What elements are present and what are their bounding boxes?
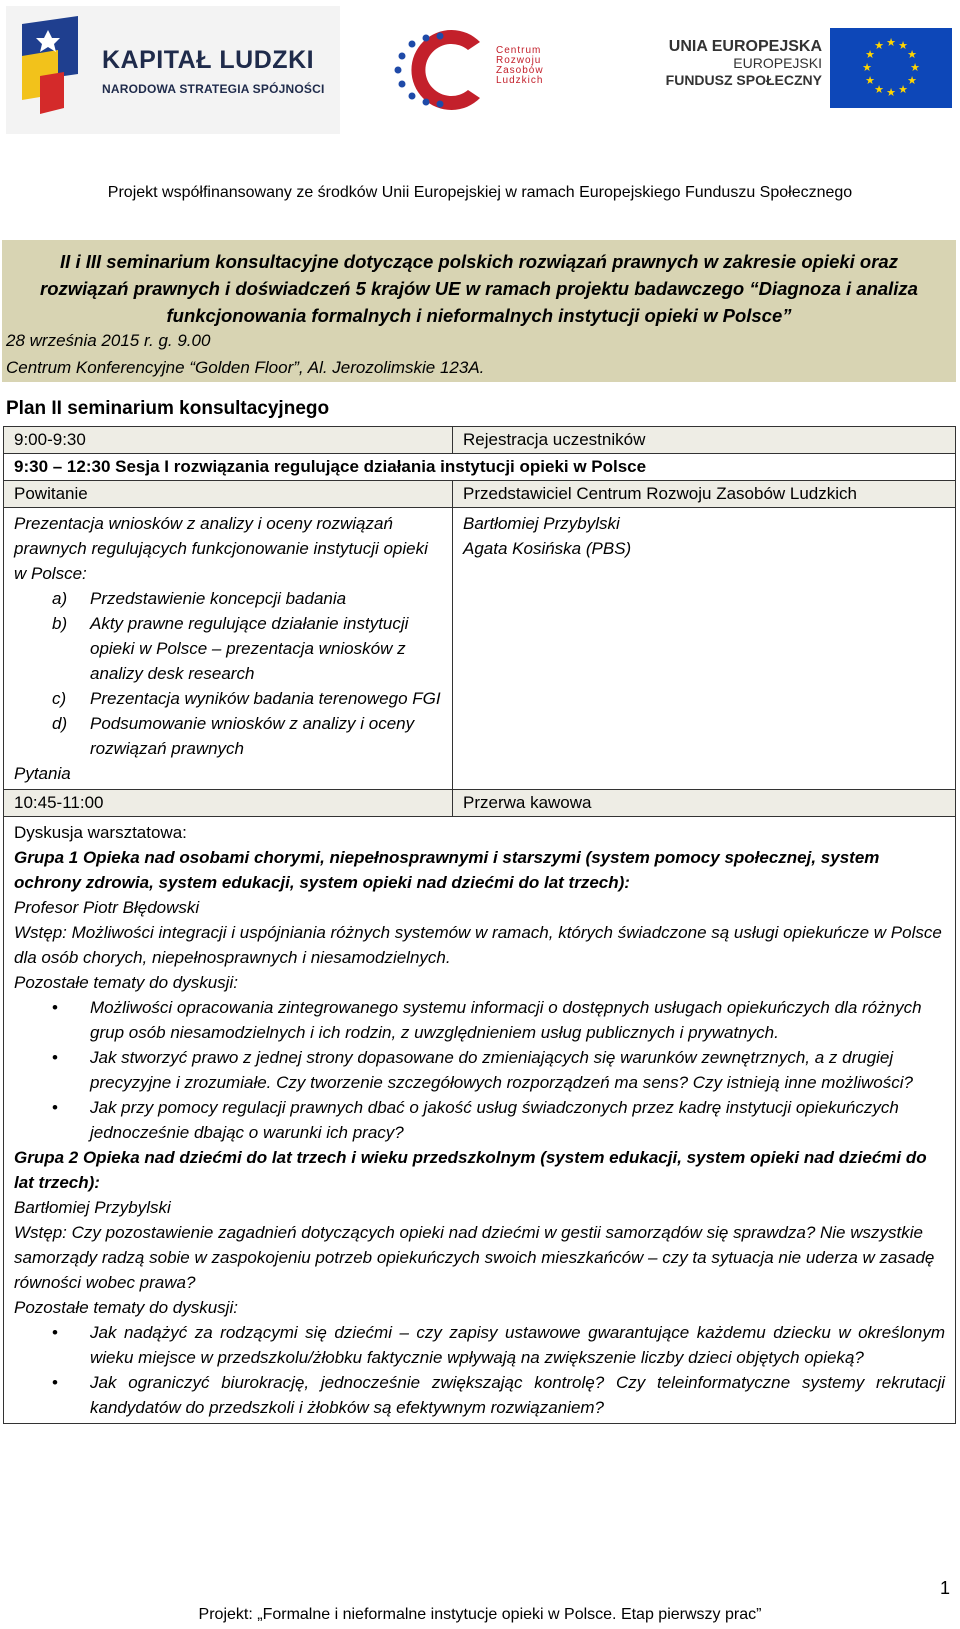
list-item xyxy=(52,711,442,761)
group1-intro: Wstęp: Możliwości integracji i uspójniania różnych systemów w ramach, których świadczone są usługi opiekuńcze w Polsce dla osób chorych, niepełnosprawnych i niesamodzielnych. xyxy=(14,923,942,967)
group2-leader: Bartłomiej Przybylski xyxy=(14,1198,171,1217)
list-item: • Jak przy pomocy regulacji prawnych dbać o jakość usług świadczonych przez kadrę instytucji opiekuńczych jednocześnie dbając o warunki ich pracy? xyxy=(52,1095,945,1145)
kapital-ludzki-logo xyxy=(6,6,340,134)
table-row xyxy=(4,790,955,817)
list-item xyxy=(52,611,442,686)
list-item-label: c) xyxy=(52,689,67,708)
questions-label: Pytania xyxy=(14,764,71,783)
workshop-cell xyxy=(4,817,955,1423)
eu-text xyxy=(666,38,822,89)
break-time: 10:45-11:00 xyxy=(4,790,453,816)
crzl-line: Rozwoju xyxy=(496,55,542,66)
svg-text:★: ★ xyxy=(910,61,920,74)
list-item: • Możliwości opracowania zintegrowanego systemu informacji o dostępnych usługach opiekuńczych dla różnych grup osób niesamodzielnych i ich rodzin, z uwzględnieniem usług publicznych i prywatnych. xyxy=(52,995,945,1045)
svg-text:★: ★ xyxy=(886,36,896,49)
group2-title: Grupa 2 Opieka nad dziećmi do lat trzech i wieku przedszkolnym (system edukacji, system opieki nad dziećmi do lat trzech): xyxy=(14,1148,927,1192)
seminar-banner xyxy=(2,240,956,382)
svg-text:★: ★ xyxy=(865,74,875,87)
schedule-table xyxy=(3,426,956,1424)
list-item xyxy=(52,586,442,611)
registration-label: Rejestracja uczestników xyxy=(463,430,646,449)
plan-title: Plan II seminarium konsultacyjnego xyxy=(6,398,330,419)
table-row xyxy=(4,454,955,481)
svg-text:★: ★ xyxy=(874,83,884,96)
list-item-label: b) xyxy=(52,614,68,633)
group1-title: Grupa 1 Opieka nad osobami chorymi, niepełnosprawnymi i starszymi (system pomocy społecznej, system ochrony zdrowia, system edukacji, system opieki nad dziećmi do lat trzech): xyxy=(14,848,880,892)
eu-logo xyxy=(622,28,952,112)
crzl-logo xyxy=(388,20,578,120)
eu-line-fund: FUNDUSZ SPOŁECZNY xyxy=(665,72,822,88)
presentation-list xyxy=(14,586,442,761)
page-footer: Projekt: „Formalne i nieformalne instytucje opieki w Polsce. Etap pierwszy prac” xyxy=(198,1606,762,1623)
table-row xyxy=(4,817,955,1423)
eu-line-european: EUROPEJSKI xyxy=(733,55,822,71)
table-row xyxy=(4,427,955,454)
eu-flag-icon xyxy=(830,28,952,108)
group1-leader: Profesor Piotr Błędowski xyxy=(14,898,200,917)
workshop-label: Dyskusja warsztatowa: xyxy=(14,823,187,842)
registration-time: 9:00-9:30 xyxy=(4,427,453,453)
presentation-speakers xyxy=(453,508,955,789)
speaker-name: Bartłomiej Przybylski xyxy=(463,514,620,533)
kapital-ludzki-title: KAPITAŁ LUDZKI xyxy=(102,46,315,74)
svg-text:★: ★ xyxy=(907,48,917,61)
seminar-title: II i III seminarium konsultacyjne dotyczące polskich rozwiązań prawnych w zakresie opieki oraz rozwiązań prawnych i doświadczeń 5 krajów UE w ramach projektu badawczego “Diagnoza i analiza funkcjonowania formalnych i nieformalnych instytucji opieki w Polsce” xyxy=(40,251,918,326)
svg-text:★: ★ xyxy=(865,48,875,61)
seminar-place: Centrum Konferencyjne “Golden Floor”, Al. Jerozolimskie 123A. xyxy=(6,358,485,377)
svg-text:★: ★ xyxy=(874,39,884,52)
list-item-label: a) xyxy=(52,589,68,608)
svg-text:★: ★ xyxy=(898,39,908,52)
crzl-name xyxy=(496,46,576,86)
eu-line-union: UNIA EUROPEJSKA xyxy=(668,38,822,55)
welcome-speaker: Przedstawiciel Centrum Rozwoju Zasobów Ludzkich xyxy=(463,484,857,503)
svg-text:★: ★ xyxy=(898,83,908,96)
crzl-emblem-icon xyxy=(388,20,498,120)
crzl-line: Ludzkich xyxy=(496,75,544,86)
group1-other-topics: Pozostałe tematy do dyskusji: xyxy=(14,973,238,992)
presentation-cell xyxy=(4,508,453,789)
list-item-text: Akty prawne regulujące działanie instytucji opieki w Polsce – prezentacja wniosków z analizy desk research xyxy=(90,614,409,683)
kapital-ludzki-flag-icon xyxy=(18,16,82,114)
group2-intro: Wstęp: Czy pozostawienie zagadnień dotyczących opieki nad dziećmi w gestii samorządów się sprawdza? Nie wszystkie samorządy radzą sobie w zaspokojeniu potrzeb opiekuńczych swoich mieszkańców – czy ta sytuacja nie uderza w zasadę równości wobec prawa? xyxy=(14,1223,935,1292)
session-header: 9:30 – 12:30 Sesja I rozwiązania regulujące działania instytucji opieki w Polsce xyxy=(14,457,647,476)
list-item: • Jak ograniczyć biurokrację, jednocześnie zwiększając kontrolę? Czy teleinformatyczne systemy rekrutacji kandydatów do przedszkoli i żłobków są efektywnym rozwiązaniem? xyxy=(52,1370,945,1420)
group1-topics-list xyxy=(14,995,945,1145)
crzl-line: Zasobów xyxy=(496,65,544,76)
svg-text:★: ★ xyxy=(886,86,896,99)
crzl-line: Centrum xyxy=(496,45,542,56)
svg-text:★: ★ xyxy=(862,61,872,74)
list-item: • Jak stworzyć prawo z jednej strony dopasowane do zmieniających się warunków zewnętrznych, a z drugiej precyzyjne i zrozumiałe. Czy tworzenie szczegółowych rozporządzeń ma sens? Czy istnieją inne możliwości? xyxy=(52,1045,945,1095)
presentation-intro: Prezentacja wniosków z analizy i oceny rozwiązań prawnych regulujących funkcjonowanie instytucji opieki w Polsce: xyxy=(14,514,428,583)
list-item-text: Przedstawienie koncepcji badania xyxy=(90,589,347,608)
group2-topics-list xyxy=(14,1320,945,1420)
table-row xyxy=(4,481,955,508)
welcome-label: Powitanie xyxy=(4,481,453,507)
cofinance-note: Projekt współfinansowany ze środków Unii Europejskiej w ramach Europejskiego Funduszu Społecznego xyxy=(107,184,853,201)
list-item-label: d) xyxy=(52,714,68,733)
kapital-ludzki-subtitle: NARODOWA STRATEGIA SPÓJNOŚCI xyxy=(102,82,325,96)
table-row xyxy=(4,508,955,790)
list-item-text: Prezentacja wyników badania terenowego FGI xyxy=(90,689,441,708)
speaker-name: Agata Kosińska (PBS) xyxy=(463,539,632,558)
logos-header xyxy=(0,0,960,140)
group2-other-topics: Pozostałe tematy do dyskusji: xyxy=(14,1298,238,1317)
break-label: Przerwa kawowa xyxy=(463,793,592,812)
list-item: • Jak nadążyć za rodzącymi się dziećmi – czy zapisy ustawowe gwarantujące każdemu dziecku w określonym wieku miejsce w przedszkolu/żłobku faktycznie wpływają na zwiększenie liczby dzieci objętych opieką? xyxy=(52,1320,945,1370)
svg-text:★: ★ xyxy=(907,74,917,87)
page-number: 1 xyxy=(939,1578,950,1598)
seminar-date: 28 września 2015 r. g. 9.00 xyxy=(6,331,211,350)
list-item xyxy=(52,686,442,711)
list-item-text: Podsumowanie wniosków z analizy i oceny rozwiązań prawnych xyxy=(90,714,415,758)
